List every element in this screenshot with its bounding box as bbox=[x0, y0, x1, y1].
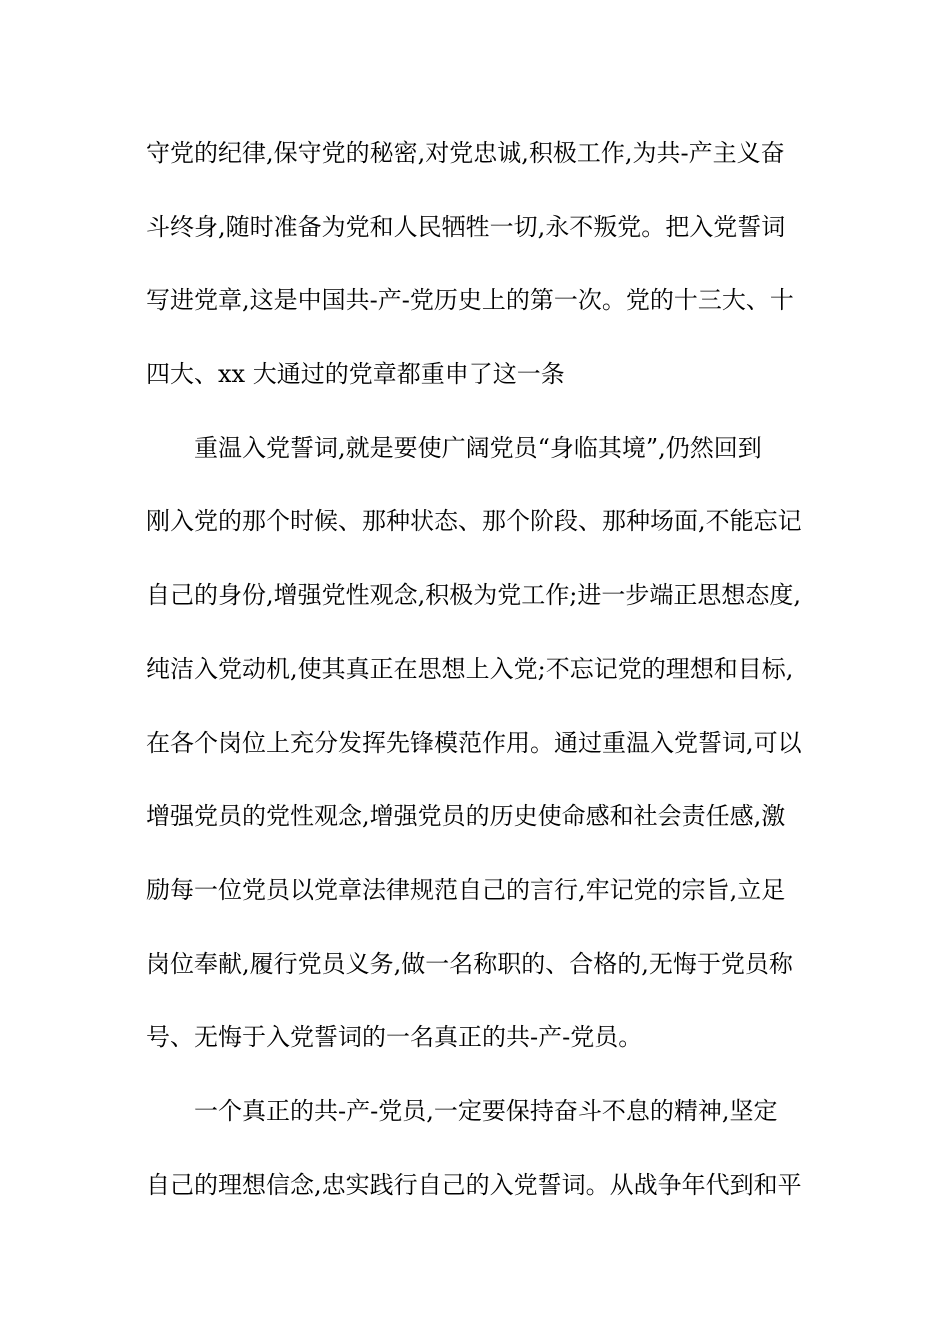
text-line: 在各个岗位上充分发挥先锋模范作用。通过重温入党誓词,可以 bbox=[146, 728, 802, 757]
text-line: 增强党员的党性观念,增强党员的历史使命感和社会责任感,激 bbox=[146, 802, 786, 831]
text-line: 四大、xx 大通过的党章都重申了这一条 bbox=[146, 360, 565, 389]
text-line: 纯洁入党动机,使其真正在思想上入党;不忘记党的理想和目标, bbox=[146, 654, 794, 683]
text-line: 励每一位党员以党章法律规范自己的言行,牢记党的宗旨,立足 bbox=[146, 875, 786, 904]
text-line: 守党的纪律,保守党的秘密,对党忠诚,积极工作,为共-产主义奋 bbox=[146, 139, 785, 167]
paragraph-start-line: 一个真正的共-产-党员,一定要保持奋斗不息的精神,坚定 bbox=[194, 1096, 778, 1125]
text-line: 斗终身,随时准备为党和人民牺牲一切,永不叛党。把入党誓词 bbox=[146, 212, 786, 241]
text-line: 自己的理想信念,忠实践行自己的入党誓词。从战争年代到和平 bbox=[146, 1170, 802, 1199]
text-line: 写进党章,这是中国共-产-党历史上的第一次。党的十三大、十 bbox=[146, 286, 794, 315]
paragraph-start-line: 重温入党誓词,就是要使广阔党员“身临其境”,仍然回到 bbox=[194, 433, 762, 462]
text-line: 刚入党的那个时候、那种状态、那个阶段、那种场面,不能忘记 bbox=[146, 507, 802, 536]
text-line: 号、无悔于入党誓词的一名真正的共-产-党员。 bbox=[146, 1023, 643, 1052]
text-line: 自己的身份,增强党性观念,积极为党工作;进一步端正思想态度, bbox=[146, 581, 801, 610]
body-text bbox=[146, 128, 818, 1233]
text-line: 岗位奉献,履行党员义务,做一名称职的、合格的,无悔于党员称 bbox=[146, 949, 793, 978]
